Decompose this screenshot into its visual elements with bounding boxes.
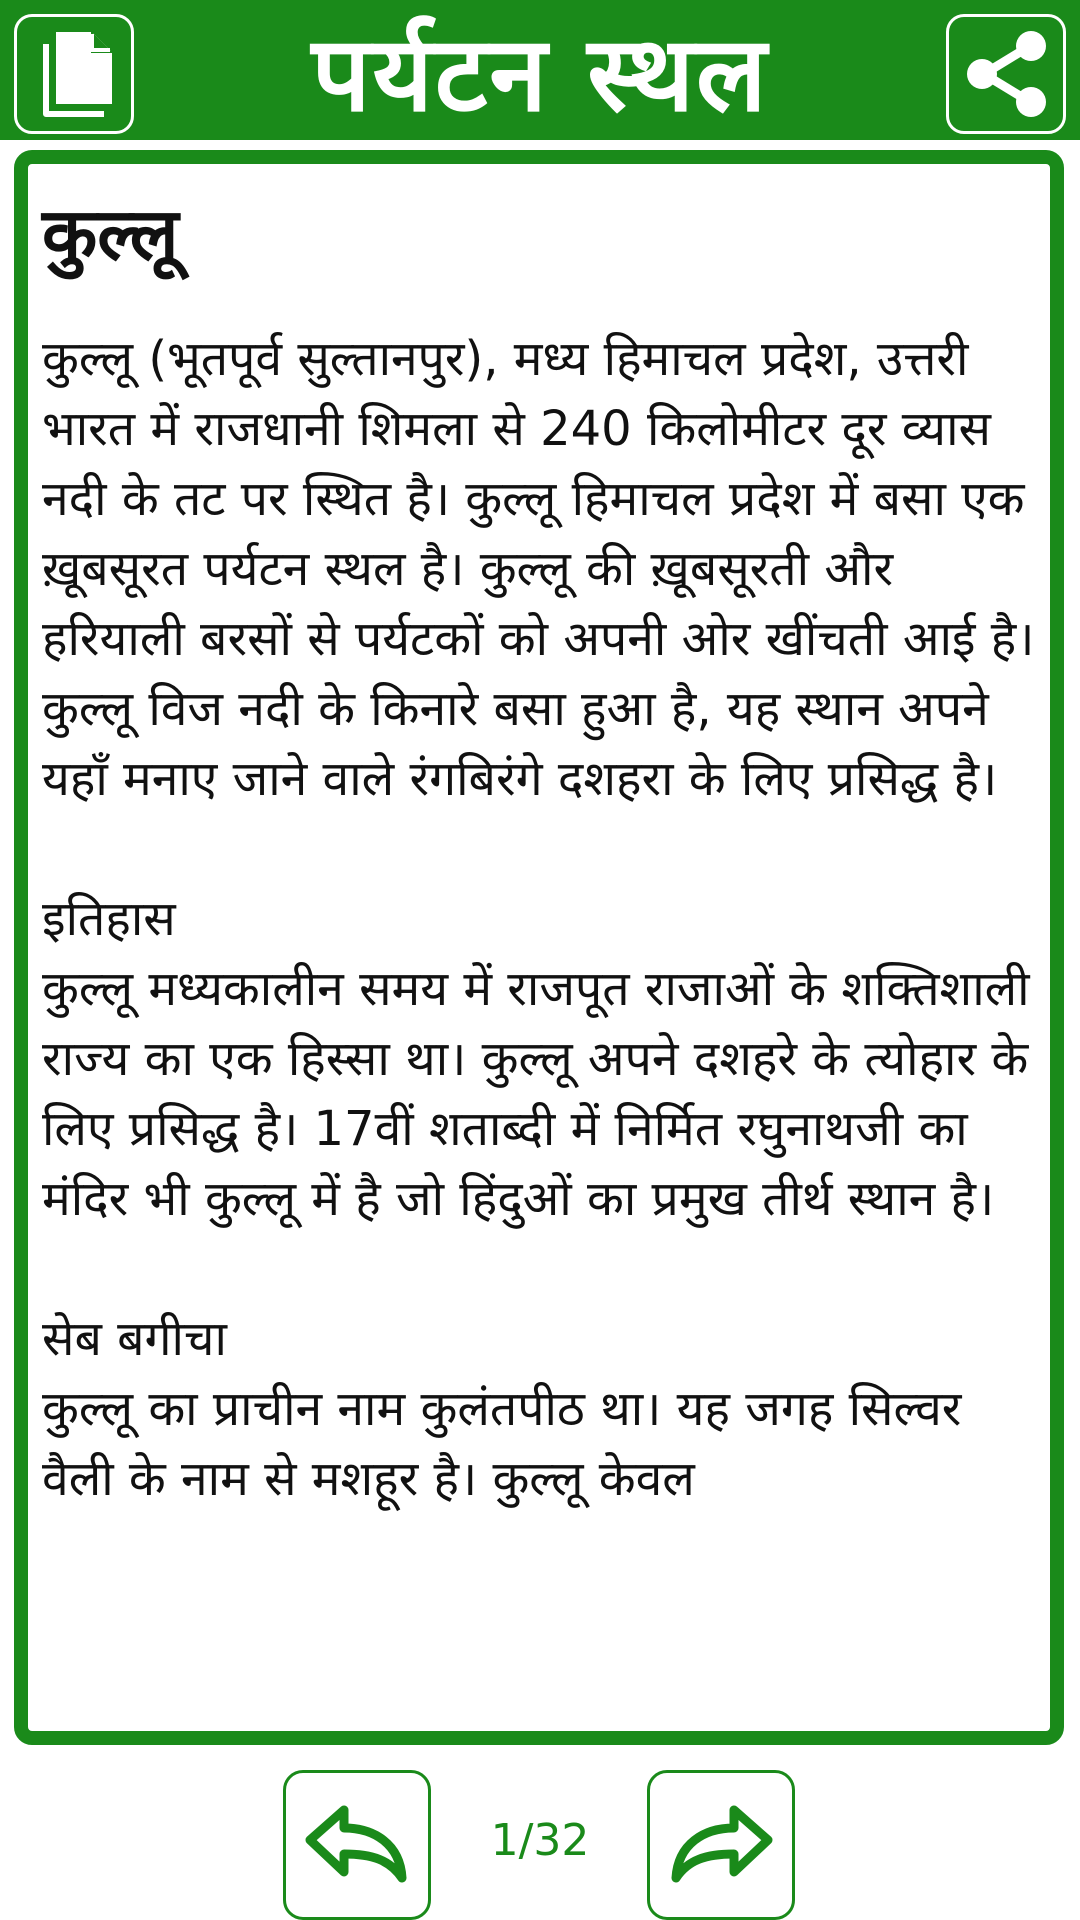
back-arrow-icon (302, 1800, 412, 1890)
pager (0, 1760, 1080, 1920)
copy-icon (24, 24, 124, 124)
section-text-apple-orchard: कुल्लू का प्राचीन नाम कुलंतपीठ था। यह जगह सिल्वर वैली के नाम से मशहूर है। कुल्लू केवल (42, 1381, 962, 1507)
share-icon (956, 24, 1056, 124)
share-button[interactable] (946, 14, 1066, 134)
page-indicator: 1/32 (490, 1814, 590, 1866)
copy-button[interactable] (14, 14, 134, 134)
section-text-history: कुल्लू मध्यकालीन समय में राजपूत राजाओं के शक्तिशाली राज्य का एक हिस्सा था। कुल्लू अपने दशहरे के त्योहार के लिए प्रसिद्ध है। 17वीं शताब्दी में निर्मित रघुनाथजी का मंदिर भी कुल्लू में है जो हिंदुओं का प्रमुख तीर्थ स्थान है। (42, 961, 1030, 1227)
section-heading-history: इतिहास (42, 891, 176, 947)
app-title: पर्यटन स्थल (311, 12, 769, 135)
place-title: कुल्लू (42, 192, 179, 276)
intro-paragraph: कुल्लू (भूतपूर्व सुल्तानपुर), मध्य हिमाचल प्रदेश, उत्तरी भारत में राजधानी शिमला से 240 किलोमीटर दूर व्यास नदी के तट पर स्थित है। कुल्लू हिमाचल प्रदेश में बसा एक ख़ूबसूरत पर्यटन स्थल है। कुल्लू की ख़ूबसूरती और हरियाली बरसों से पर्यटकों को अपनी ओर खींचती आई है। कुल्लू विज नदी के किनारे बसा हुआ है, यह स्थान अपने यहाँ मनाए जाने वाले रंगबिरंगे दशहरा के लिए प्रसिद्ध है। (42, 331, 1035, 807)
forward-arrow-icon (666, 1800, 776, 1890)
app-header (0, 0, 1080, 140)
article (28, 164, 1050, 1514)
section-heading-apple-orchard: सेब बगीचा (42, 1311, 227, 1367)
content-panel[interactable] (14, 150, 1064, 1745)
previous-button[interactable] (283, 1770, 431, 1920)
next-button[interactable] (647, 1770, 795, 1920)
